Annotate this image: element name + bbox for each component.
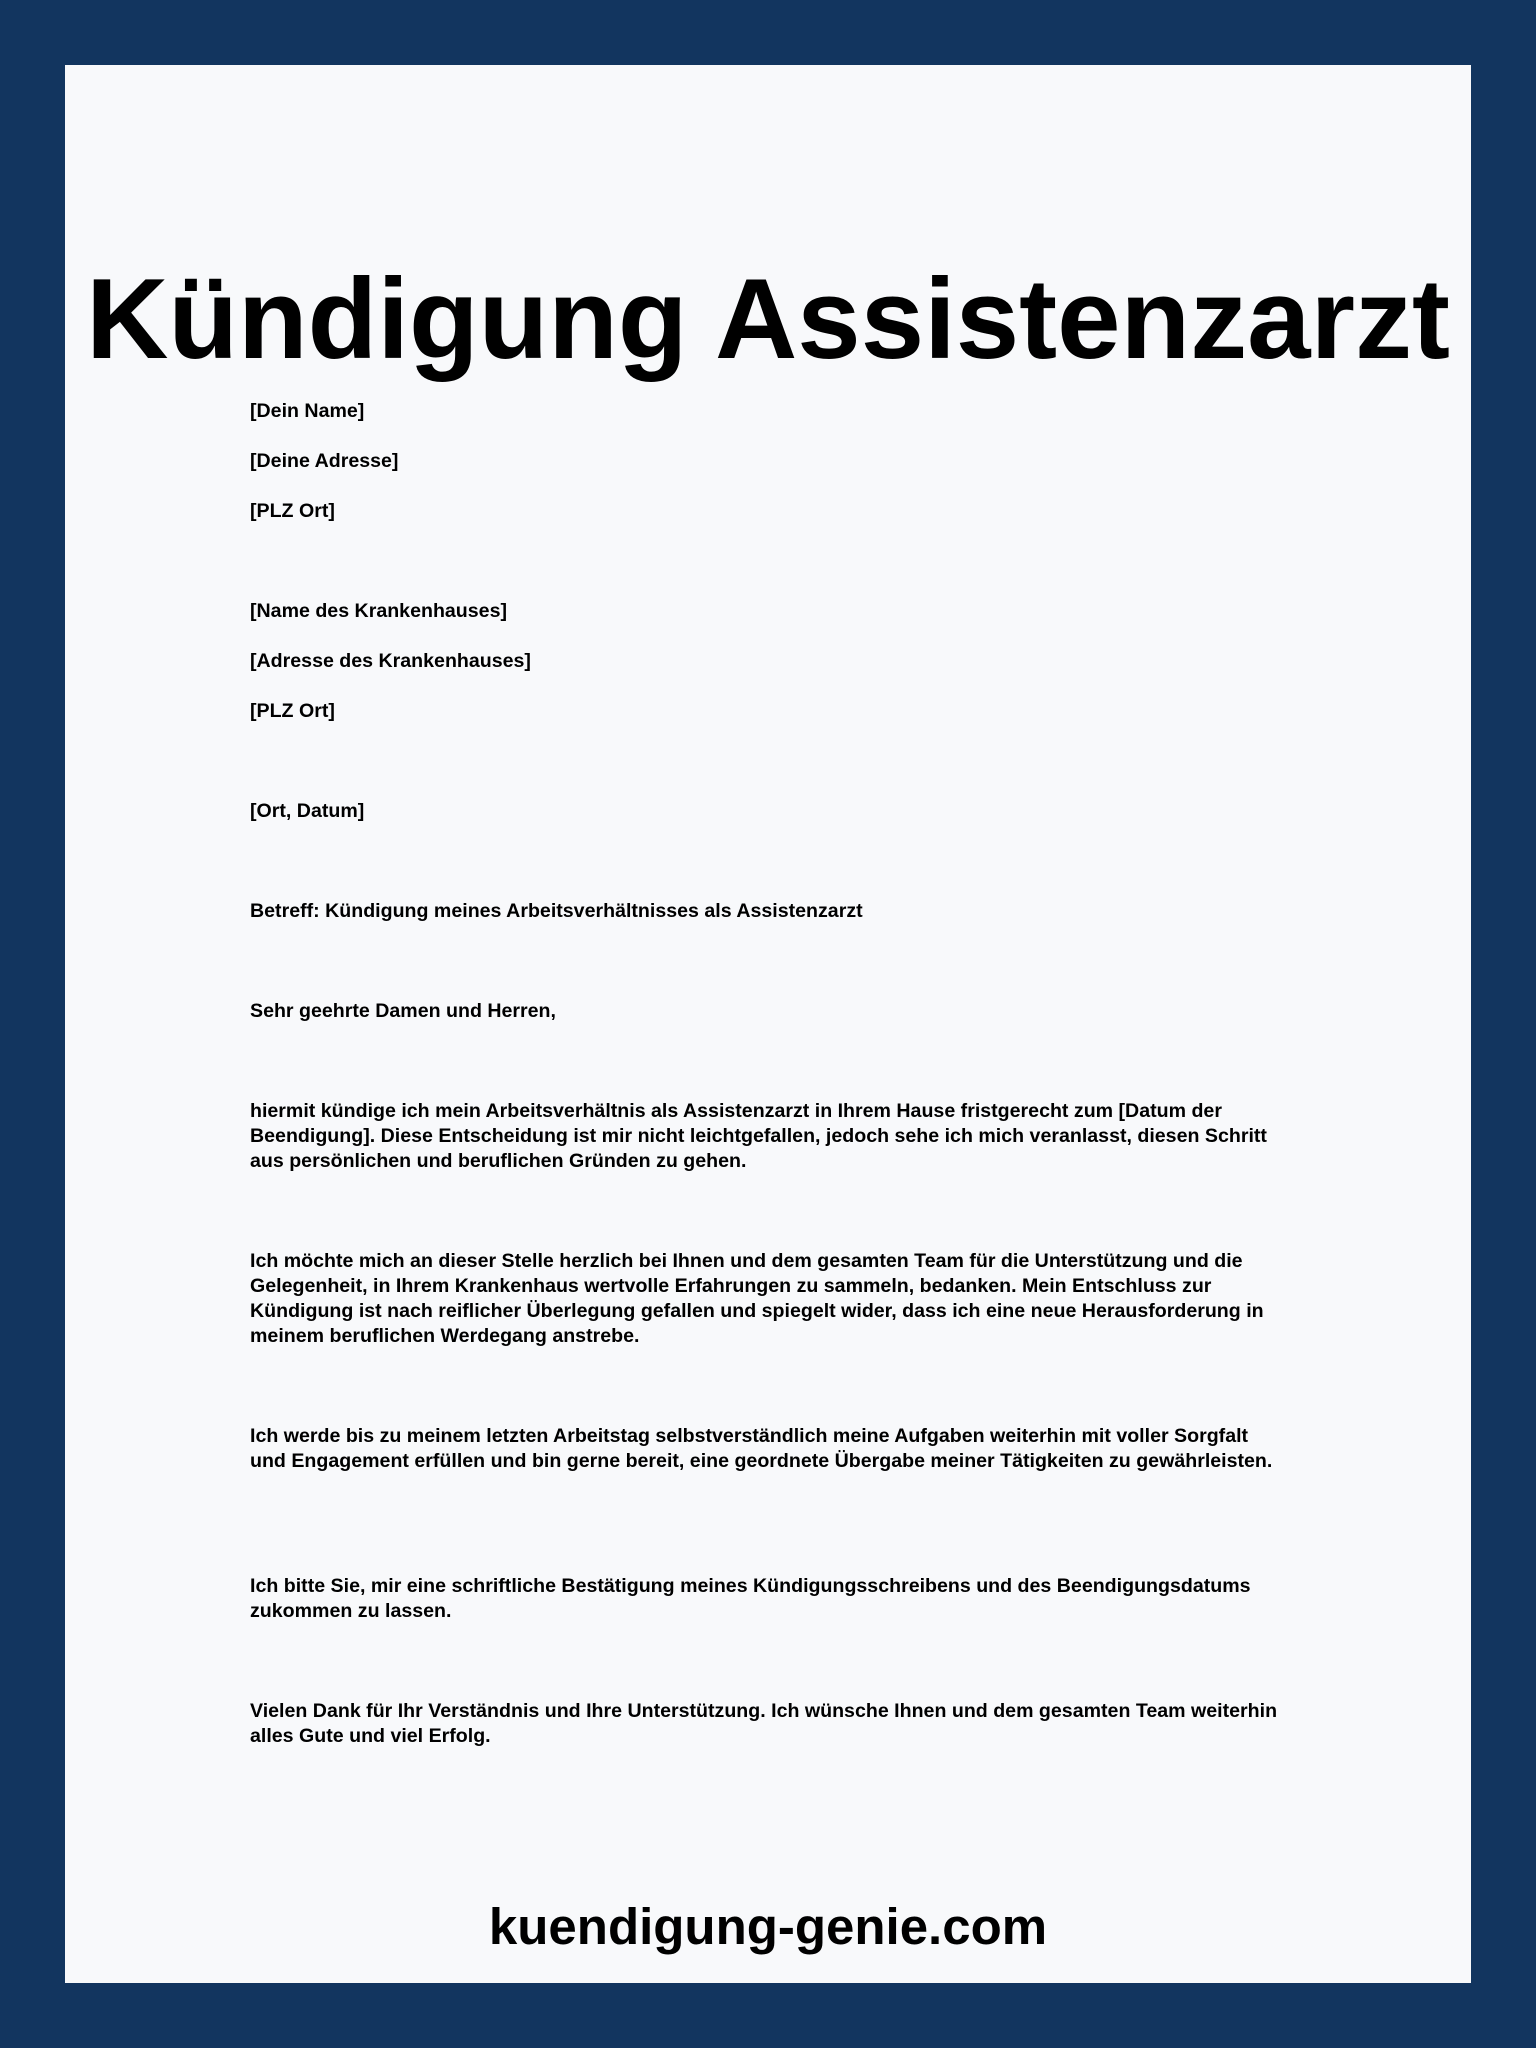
salutation: Sehr geehrte Damen und Herren, bbox=[250, 1000, 556, 1022]
sender-city: [PLZ Ort] bbox=[250, 500, 335, 522]
sender-address: [Deine Adresse] bbox=[250, 450, 399, 472]
subject-line: Betreff: Kündigung meines Arbeitsverhältnisses als Assistenzarzt bbox=[250, 900, 863, 922]
footer-website: kuendigung-genie.com bbox=[488, 1898, 1048, 1955]
place-date: [Ort, Datum] bbox=[250, 800, 365, 822]
paragraph-4: Ich bitte Sie, mir eine schriftliche Bestätigung meines Kündigungsschreibens und des Beendigungsdatums zukommen zu lassen. bbox=[250, 1575, 1251, 1622]
paragraph-3: Ich werde bis zu meinem letzten Arbeitstag selbstverständlich meine Aufgaben weiterhin mit voller Sorgfalt und Engagement erfüllen und bin gerne bereit, eine geordnete Übergabe meiner Tätigkeiten zu gewährleisten. bbox=[250, 1425, 1273, 1472]
letter-page bbox=[65, 65, 1471, 1983]
paragraph-1: hiermit kündige ich mein Arbeitsverhältnis als Assistenzarzt in Ihrem Hause fristgerecht zum [Datum der Beendigung]. Diese Entscheidung ist mir nicht leichtgefallen, jedoch sehe ich mich veranlasst, diesen Schritt aus persönlichen und beruflichen Gründen zu gehen. bbox=[250, 1100, 1267, 1172]
paragraph-5: Vielen Dank für Ihr Verständnis und Ihre Unterstützung. Ich wünsche Ihnen und dem gesamten Team weiterhin alles Gute und viel Erfolg. bbox=[250, 1700, 1278, 1747]
page-title: Kündigung Assistenzarzt bbox=[86, 256, 1450, 383]
recipient-city: [PLZ Ort] bbox=[250, 700, 335, 722]
recipient-address: [Adresse des Krankenhauses] bbox=[250, 650, 531, 672]
recipient-name: [Name des Krankenhauses] bbox=[250, 600, 507, 622]
paragraph-2: Ich möchte mich an dieser Stelle herzlich bei Ihnen und dem gesamten Team für die Unterstützung und die Gelegenheit, in Ihrem Krankenhaus wertvolle Erfahrungen zu sammeln, bedanken. Mein Entschluss zur Kündigung ist nach reiflicher Überlegung gefallen und spiegelt wider, dass ich eine neue Herausforderung in meinem beruflichen Werdegang anstrebe. bbox=[250, 1250, 1264, 1347]
sender-name: [Dein Name] bbox=[250, 400, 365, 422]
footer bbox=[65, 1897, 1471, 1967]
